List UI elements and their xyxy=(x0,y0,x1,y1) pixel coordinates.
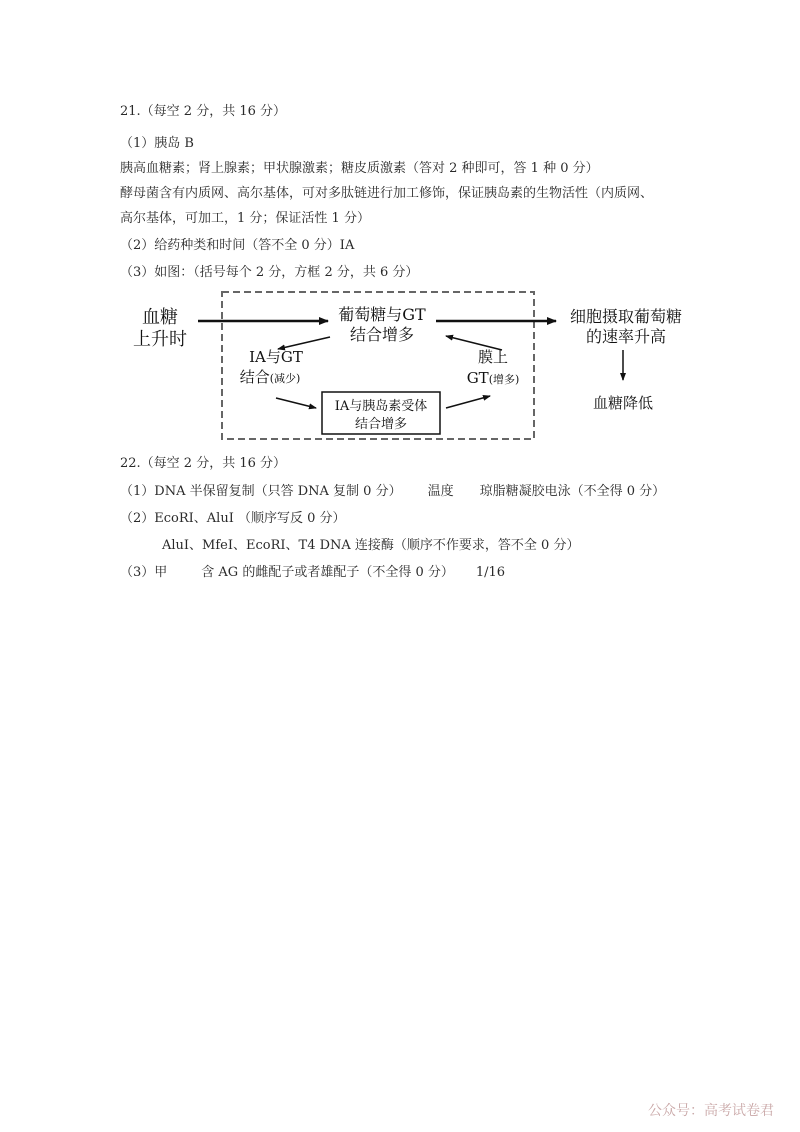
q22-part3-a: （3）甲 xyxy=(120,565,168,580)
q22-header: 22.（每空 2 分，共 16 分） xyxy=(120,456,287,471)
left-inner-line2: 结合(减少) xyxy=(239,368,301,386)
right-label-line1: 细胞摄取葡萄糖 xyxy=(569,307,683,326)
q21-part1-line2: 胰高血糖素；肾上腺素；甲状腺激素；糖皮质激素（答对 2 种即可，答 1 种 0 分） xyxy=(120,161,599,176)
q22-part3 xyxy=(120,564,505,582)
q22-part3-c: 1/16 xyxy=(475,565,506,580)
q21-part1: （1）胰岛 B xyxy=(120,136,194,151)
left-label-line1: 血糖 xyxy=(142,307,178,328)
regulation-diagram xyxy=(0,0,800,460)
right-label-line2: 的速率升高 xyxy=(585,327,667,346)
q21-part2: （2）给药种类和时间（答不全 0 分）IA xyxy=(120,238,355,253)
q22-part1-a: （1）DNA 半保留复制（只答 DNA 复制 0 分） xyxy=(120,484,402,499)
q22-part1-c: 琼脂糖凝胶电泳（不全得 0 分） xyxy=(479,484,666,499)
q21-part3: （3）如图：（括号每个 2 分，方框 2 分，共 6 分） xyxy=(120,265,419,280)
receptor-box-line2: 结合增多 xyxy=(354,417,408,432)
q21-header: 21.（每空 2 分，共 16 分） xyxy=(120,104,287,119)
right-inner-line2: GT(增多) xyxy=(466,369,520,387)
result-label: 血糖降低 xyxy=(592,394,654,412)
left-label-line2: 上升时 xyxy=(133,329,187,350)
center-top-line2: 结合增多 xyxy=(349,325,415,344)
center-top-line1: 葡萄糖与GT xyxy=(338,305,426,324)
q22-part1-b: 温度 xyxy=(427,484,454,499)
q22-part2-line2: AluI、MfeI、EcoRI、T4 DNA 连接酶（顺序不作要求，答不全 0 分） xyxy=(162,538,580,553)
arrow-from-box xyxy=(446,396,490,408)
right-inner-line1: 膜上 xyxy=(477,348,509,366)
q21-part1-line4: 高尔基体，可加工，1 分；保证活性 1 分） xyxy=(120,211,370,226)
left-inner-line1: IA与GT xyxy=(249,348,303,366)
q21-part1-line3: 酵母菌含有内质网、高尔基体，可对多肽链进行加工修饰，保证胰岛素的生物活性（内质网、 xyxy=(120,186,654,201)
q22-part3-b: 含 AG 的雌配子或者雄配子（不全得 0 分） xyxy=(201,565,454,580)
watermark: 公众号：高考试卷君 xyxy=(648,1103,774,1119)
q22-part2: （2）EcoRI、AluI （顺序写反 0 分） xyxy=(120,511,346,526)
arrow-to-box xyxy=(276,398,316,408)
q22-part1 xyxy=(120,483,665,501)
receptor-box-line1: IA与胰岛素受体 xyxy=(334,399,428,414)
